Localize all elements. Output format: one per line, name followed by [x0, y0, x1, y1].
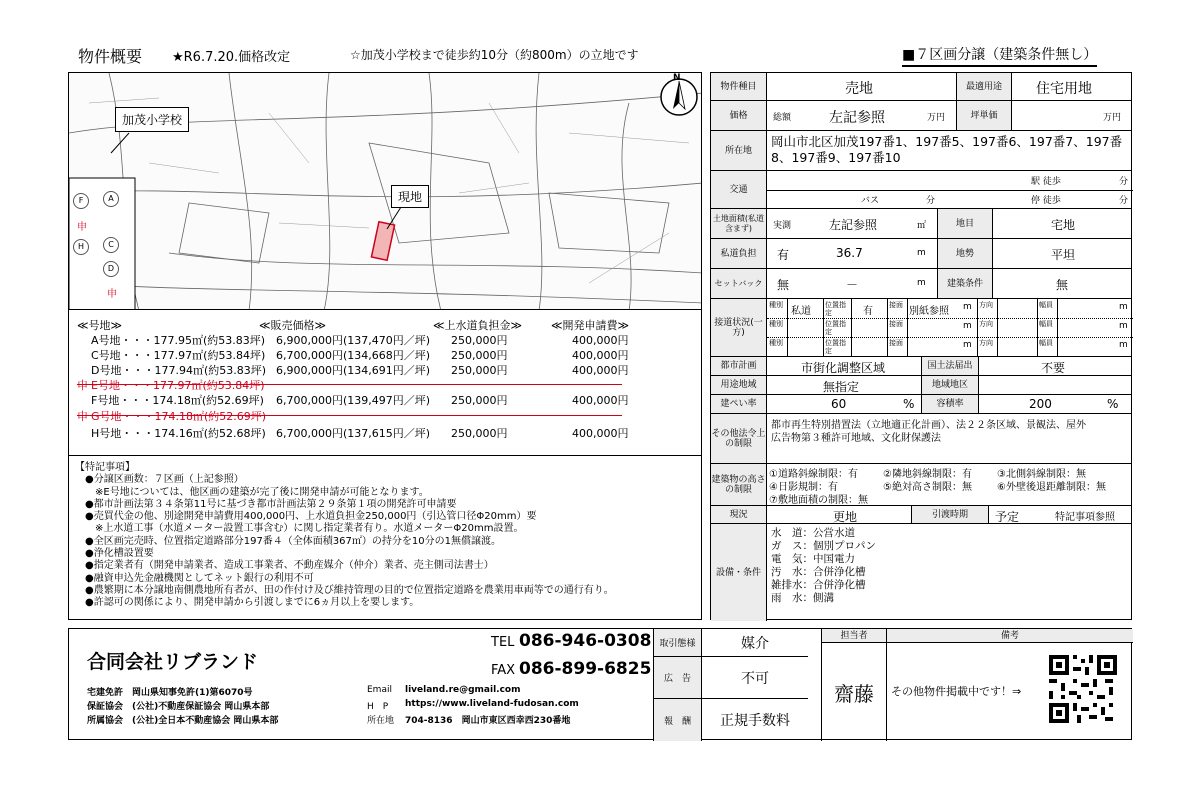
access-note: ☆加茂小学校まで徒歩約10分（約800m）の立地です — [350, 48, 639, 62]
other-law-value-1: 都市再生特別措置法（立地適正化計画）、法２２条区域、景観法、屋外 — [771, 420, 1086, 431]
land-report-label: 国土法届出 — [921, 357, 979, 375]
address-value: 岡山市北区加茂197番1、197番5、197番6、197番7、197番8、197番9、197番10 — [771, 134, 1123, 165]
spec-row-ratios — [711, 395, 1131, 414]
tsubo-label: 坪単価 — [956, 101, 1012, 130]
dev-header: ≪開発申請費≫ — [551, 319, 630, 332]
association-info: 所属協会 (公社)全日本不動産協会 岡山県本部 — [87, 716, 279, 726]
type-value: 売地 — [845, 81, 873, 97]
spec-row-address — [711, 131, 1131, 171]
price-unit: 万円 — [927, 113, 946, 123]
chimoku-value: 宅地 — [1051, 218, 1076, 232]
price-header: ≪販売価格≫ — [259, 319, 327, 332]
land-area-label: 土地面積(私道含まず) — [711, 209, 767, 238]
special-notes — [68, 456, 702, 620]
traffic-label: 交通 — [711, 171, 767, 208]
handover-value: 予定 — [995, 510, 1020, 524]
price-sub-label: 総額 — [773, 113, 792, 123]
setback-dash: － — [846, 278, 859, 292]
station-minutes: 分 — [1119, 177, 1129, 187]
staff-label: 担当者 — [822, 629, 886, 643]
road-type-value: 私道 — [791, 306, 811, 317]
lot-marker-d: D — [103, 261, 119, 277]
fee-value: 正規手数料 — [720, 713, 790, 729]
land-report-value: 不要 — [1041, 361, 1066, 375]
spec-row-setback — [711, 269, 1131, 299]
building-cond-value: 無 — [1056, 278, 1069, 292]
price-value: 左記参照 — [829, 110, 885, 126]
sold-marker: 申 — [107, 289, 117, 300]
note-line: ●農繁期に本分譲地南側農地所有者が、田の作付け及び維持管理の目的で位置指定道路を農業用車両等での通行有り。 — [85, 584, 614, 596]
spec-row-price — [711, 101, 1131, 131]
spec-row-height-limit: 建築物の高さの制限 ①道路斜線制限：有 ②隣地斜線制限：有 ③北側斜線制限：無 ④日影規制：有 ⑤絶対高さ制限：無 ⑥外壁後退距離制限：無 ⑦敷地面積の制限：無 — [711, 464, 1131, 506]
lot-type-heading: ■７区画分譲（建築条件無し） — [902, 44, 1097, 67]
facilities-label: 設備・条件 — [711, 524, 767, 621]
remarks-label: 備考 — [887, 629, 1133, 643]
note-line: ●融資申込先金融機関としてネット銀行の利用不可 — [85, 572, 314, 584]
note-line: ●売買代金の他、別途開発申請費用400,000円、上水道負担金250,000円（引込管口径Φ20mm）要 — [85, 511, 537, 523]
private-road-label: 私道負担 — [711, 239, 767, 268]
station-walk: 駅 徒歩 — [1031, 177, 1061, 187]
bcr-label: 建ぺい率 — [711, 395, 767, 413]
spec-row-private-road — [711, 239, 1131, 269]
far-unit: % — [1107, 397, 1119, 411]
page-title: 物件概要 — [78, 47, 143, 66]
license-info: 宅建免許 岡山県知事免許(1)第6070号 — [87, 688, 253, 698]
fax-label: FAX — [491, 663, 516, 678]
spec-row-status — [711, 506, 1131, 524]
zoning-label: 用途地域 — [711, 376, 767, 394]
lot-header: ≪号地≫ — [77, 319, 123, 332]
terrain-value: 平坦 — [1051, 248, 1076, 262]
spec-row-facilities: 設備・条件 水 道：公営水道 ガ ス：個別プロパン 電 気：中国電力 汚 水：合併浄化槽 雑排水：合併浄化槽 雨 水：側溝 — [711, 524, 1131, 621]
water-header: ≪上水道負担金≫ — [433, 319, 523, 332]
strike-line — [77, 415, 622, 416]
north-arrow-icon: N — [673, 73, 681, 83]
guarantee-info: 保証協会 (公社)不動産保証協会 岡山県本部 — [87, 702, 270, 712]
handover-label: 引渡時期 — [911, 506, 989, 523]
road-designated-value: 有 — [863, 306, 873, 317]
company-footer — [68, 628, 1132, 740]
note-line: ●許認可の関係により、開発申請から引渡しまでに6ヵ月以上を要します。 — [85, 597, 420, 609]
lot-marker-f: F — [73, 193, 89, 209]
hp-label: H P — [367, 702, 389, 712]
zoning-value: 無指定 — [823, 380, 860, 394]
terrain-label: 地勢 — [937, 239, 993, 268]
chimoku-label: 地目 — [937, 209, 993, 238]
strike-line — [77, 384, 622, 385]
price-revision-note: ★R6.7.20.価格改定 — [172, 50, 291, 65]
status-label: 現況 — [711, 506, 767, 523]
stop-minutes: 分 — [1119, 196, 1129, 206]
far-label: 容積率 — [921, 395, 979, 413]
note-line: ●全区画完売時、位置指定道路部分197番４（全体面積367㎡）の持分を10分の1無償譲渡。 — [85, 535, 501, 547]
lot-marker-h: H — [73, 239, 89, 255]
height-limit-label: 建築物の高さの制限 — [711, 464, 767, 505]
property-spec-table — [710, 72, 1132, 620]
fee-label: 報 酬 — [654, 699, 702, 741]
private-road-value: 36.7 — [836, 246, 863, 260]
bus-minutes: 分 — [926, 196, 936, 206]
fax-number: 086-899-6825 — [519, 659, 652, 679]
sold-marker: 申 — [77, 379, 88, 392]
address-label: 所在地 — [367, 716, 395, 726]
district-label: 地域地区 — [921, 376, 979, 394]
land-area-value: 左記参照 — [829, 218, 878, 232]
bcr-unit: % — [903, 397, 915, 411]
company-address: 704-8136 岡山市東区西幸西230番地 — [405, 716, 571, 726]
spec-row-traffic — [711, 171, 1131, 209]
email-link[interactable]: liveland.re@gmail.com — [405, 685, 521, 695]
bus-label: バス — [861, 196, 880, 206]
road-frontage-value: 別紙参照 — [909, 306, 949, 317]
land-area-unit: ㎡ — [917, 221, 927, 231]
staff-box — [821, 629, 887, 741]
other-law-value-2: 広告物第３種許可地域、文化財保護法 — [771, 433, 941, 444]
note-line: ●都市計画法第３４条第11号に基づき都市計画法第２９条第１項の開発許可申請要 — [85, 498, 457, 510]
site-label: 現地 — [391, 185, 429, 208]
spec-row-city-plan — [711, 357, 1131, 376]
bcr-value: 60 — [831, 397, 847, 411]
lot-marker-c: C — [103, 237, 119, 253]
school-label: 加茂小学校 — [115, 107, 189, 132]
city-plan-label: 都市計画 — [711, 357, 767, 375]
address-label: 所在地 — [711, 131, 767, 170]
spec-row-road-access: 接道状況(一方) 種別 私道 位置指定 有 接面 別紙参照 m 方向 幅員 m 種別 位置指定 接面 m 方向 幅員 m 種別 位置指定 接面 m 方向 幅員 m — [711, 299, 1131, 357]
note-line: ※上水道工事（水道メーター設置工事含む）に関し指定業者有り。水道メーターΦ20mm設置。 — [85, 523, 524, 535]
lot-marker-a: A — [103, 191, 119, 207]
location-map — [68, 72, 702, 310]
staff-name: 齋藤 — [834, 681, 874, 706]
sold-marker: 申 — [77, 222, 87, 233]
map-callout-lines — [69, 73, 702, 310]
use-label: 最適用途 — [956, 73, 1012, 100]
tel-number[interactable]: 086-946-0308 — [519, 631, 652, 651]
terms-box — [653, 629, 807, 741]
land-area-sub: 実測 — [773, 221, 792, 231]
website-link[interactable]: https://www.liveland-fudosan.com — [405, 699, 579, 709]
building-cond-label: 建築条件 — [937, 269, 993, 298]
road-access-label: 接道状況(一方) — [711, 299, 767, 356]
ad-label: 広 告 — [654, 657, 702, 699]
other-law-label: その他法令上の制限 — [711, 414, 767, 463]
stop-walk: 停 徒歩 — [1031, 196, 1061, 206]
spec-row-zoning — [711, 376, 1131, 395]
setback-label: セットバック — [711, 269, 767, 298]
deal-value: 媒介 — [702, 629, 808, 657]
company-name: 合同会社リブランド — [87, 651, 259, 673]
far-value: 200 — [1029, 397, 1052, 411]
email-label: Email — [367, 685, 392, 695]
sold-marker: 申 — [77, 410, 88, 423]
notes-heading: 【特記事項】 — [75, 462, 135, 473]
tel-label: TEL — [491, 635, 515, 650]
lot-price-table: ≪号地≫ ≪販売価格≫ ≪上水道負担金≫ ≪開発申請費≫ A号地・・・177.95㎡(約53.83坪) 6,900,000円(137,470円／坪) 250,000円 400,000円 C号地・・・177.97㎡(約53.84坪) 6,700,000円(134,668円／坪) 250,000円 400,000円 D号地・・・177.94㎡(約53.83坪) 6,900,000円(134,691円／坪) 250,000円 400,000円 申 E号地・・・177.97㎡(約53.84坪) F号地・・・174.18㎡(約52.69坪) 6,700,000円(139,497円／坪) 250,000円 400,000円 申 G号地・・・174.18㎡(約52.69坪) H号地・・・174.16㎡(約52.68坪) 6,700,000円(137,615円／坪) 250,000円 400,000円 — [68, 310, 702, 456]
note-line: ●指定業者有（開発申請業者、造成工事業者、不動産媒介（仲介）業者、売主側司法書士） — [85, 560, 494, 572]
tsubo-unit: 万円 — [1103, 113, 1122, 123]
city-plan-value: 市街化調整区域 — [801, 361, 886, 375]
private-road-unit: m — [917, 248, 926, 258]
spec-row-land-area — [711, 209, 1131, 239]
handover-note: 特記事項参照 — [1055, 512, 1115, 523]
ad-value: 不可 — [702, 657, 808, 699]
note-line: ●浄化槽設置要 — [85, 548, 154, 560]
type-label: 物件種目 — [711, 73, 767, 100]
price-label: 価格 — [711, 101, 767, 130]
spec-row-type — [711, 73, 1131, 101]
setback-none: 無 — [777, 278, 790, 292]
note-line: ※E号地については、他区画の建築が完了後に開発申請が可能となります。 — [85, 486, 429, 498]
note-line: ●分譲区画数：７区画（上記参照） — [85, 474, 244, 486]
remarks-box — [887, 629, 1133, 741]
private-road-yes: 有 — [777, 248, 790, 262]
deal-label: 取引態様 — [654, 629, 702, 657]
qr-code-icon[interactable] — [1047, 653, 1119, 725]
spec-row-other-law — [711, 414, 1131, 464]
status-value: 更地 — [833, 510, 858, 524]
remarks-text: その他物件掲載中です！⇒ — [891, 685, 1022, 698]
use-value: 住宅用地 — [1036, 81, 1092, 97]
setback-unit: m — [917, 278, 926, 288]
